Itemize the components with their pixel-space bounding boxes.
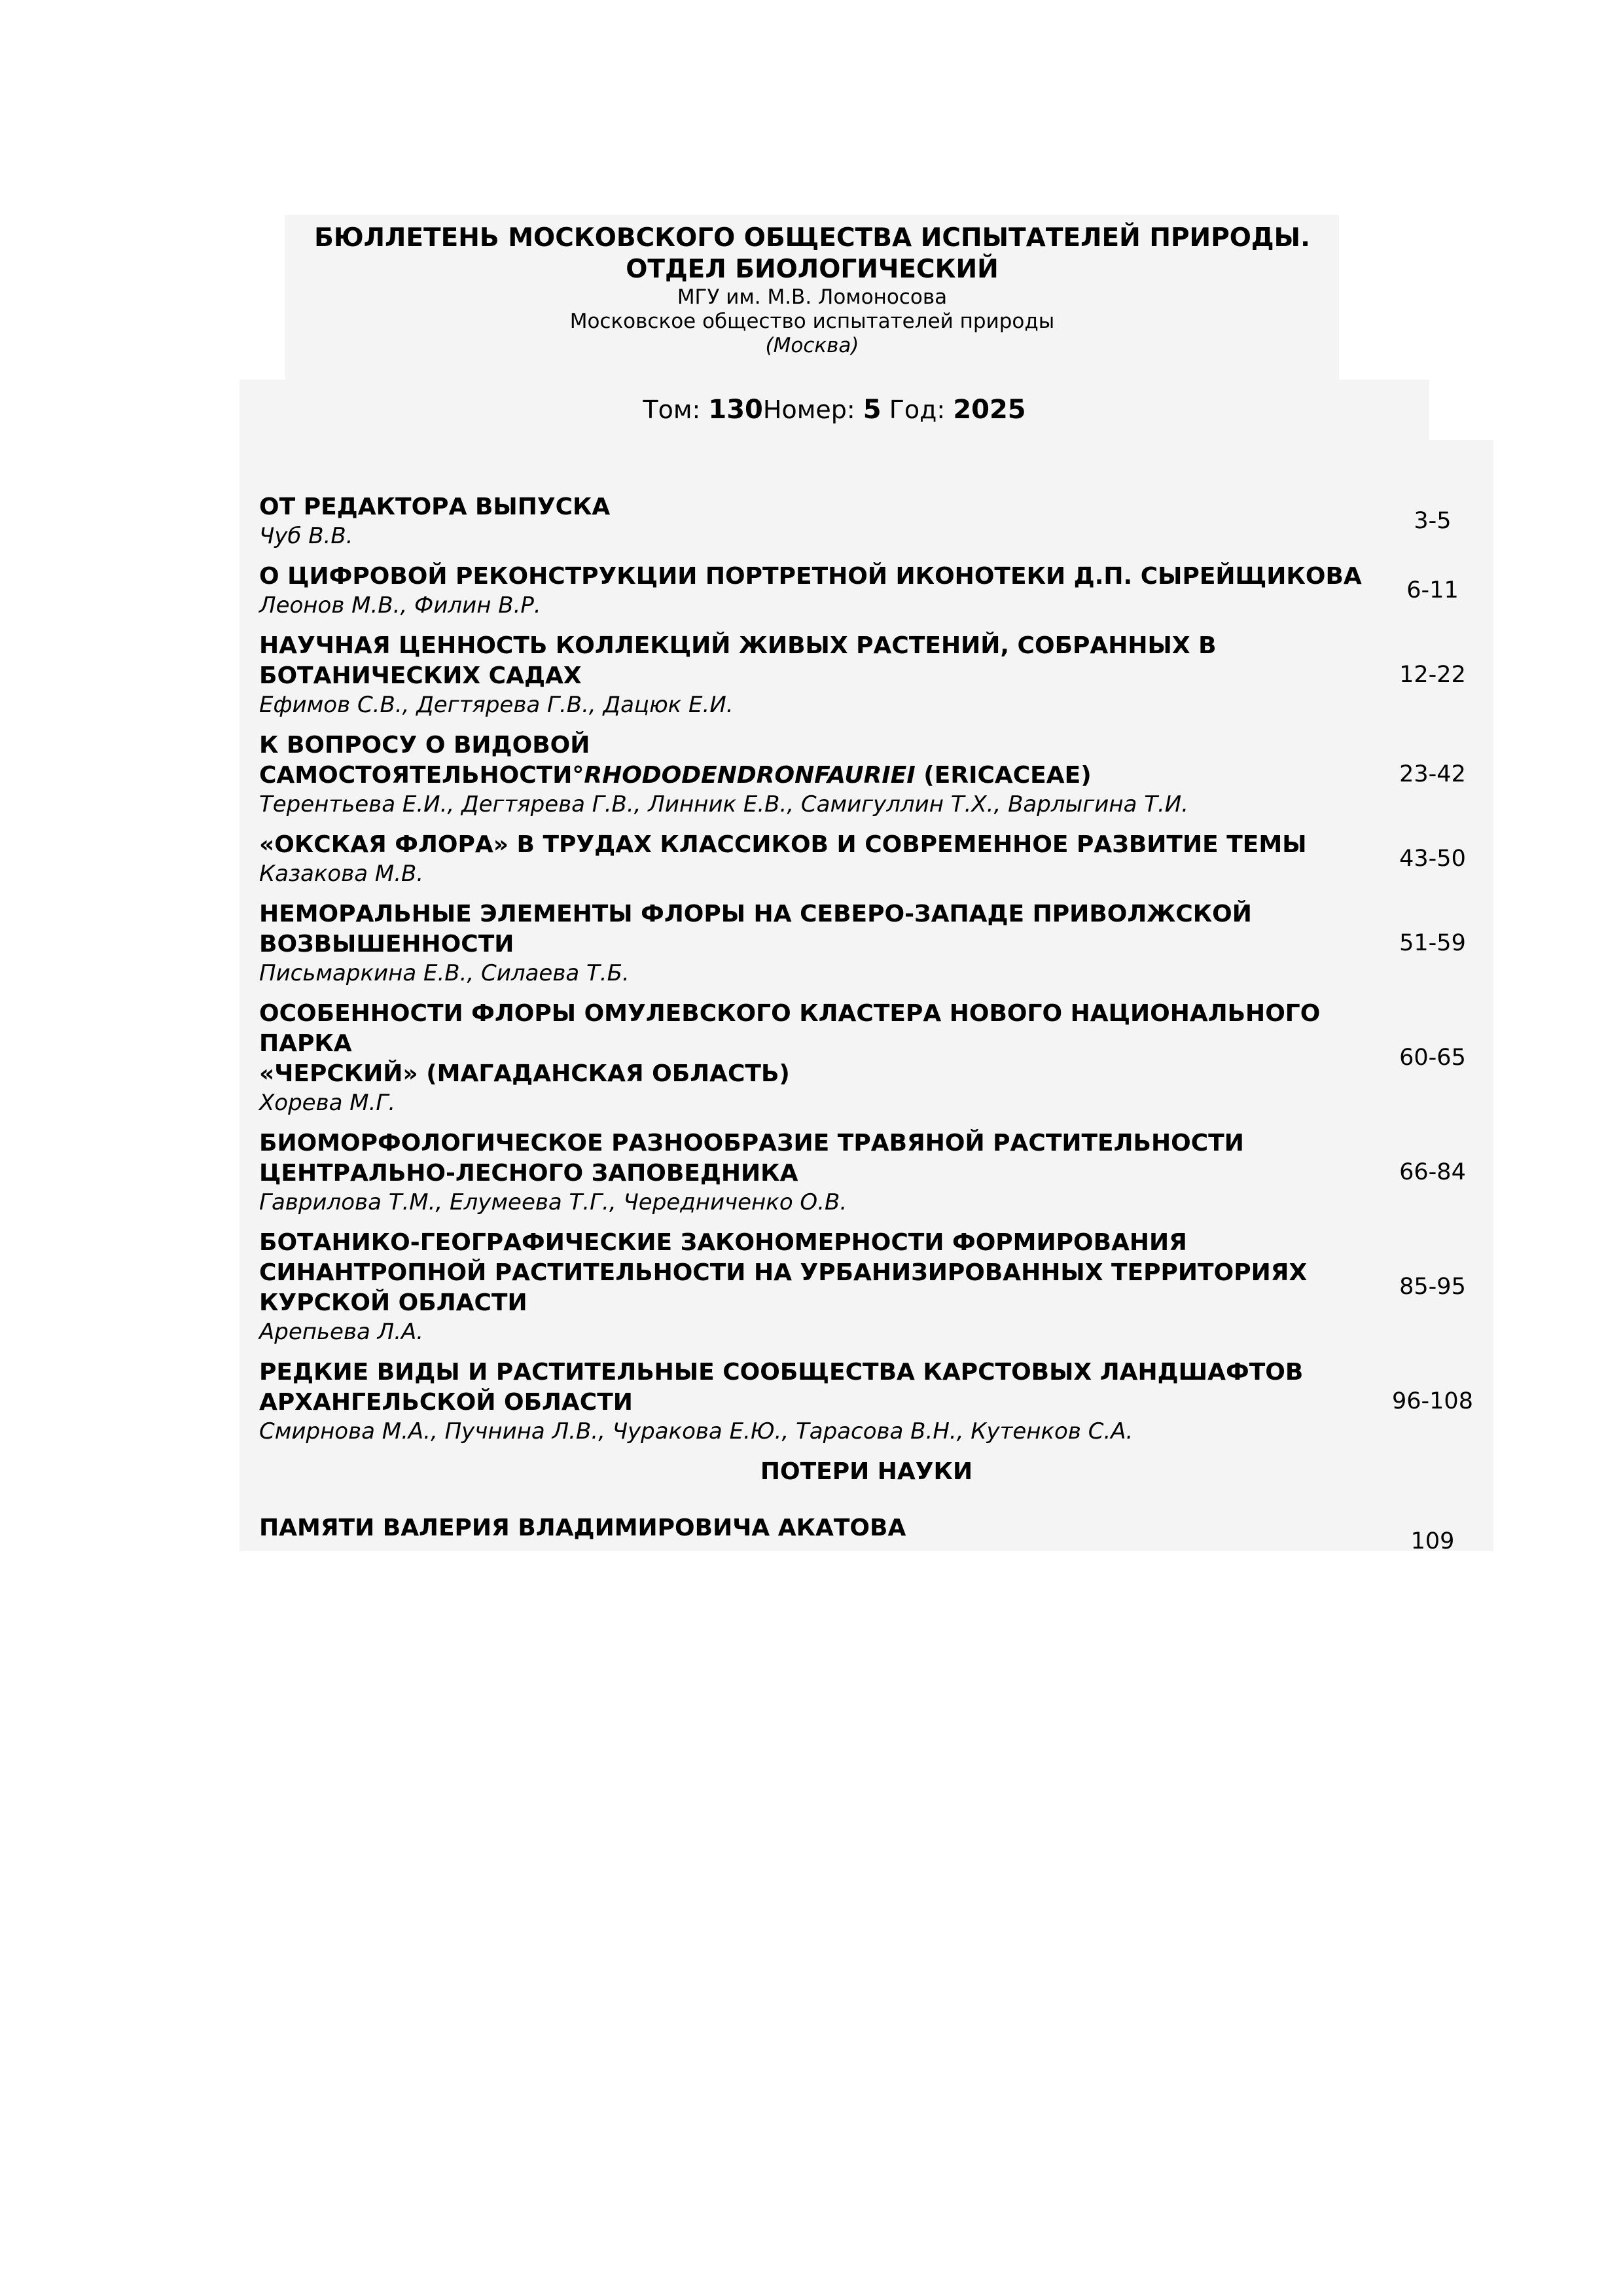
toc-entry[interactable] <box>240 1357 1493 1445</box>
entry-pages: 12-22 <box>1399 662 1466 688</box>
entry-text <box>259 1228 1372 1346</box>
entry-title: НАУЧНАЯ ЦЕННОСТЬ КОЛЛЕКЦИЙ ЖИВЫХ РАСТЕНИЙ, СОБРАННЫХ В <box>259 632 1217 659</box>
entry-authors: Казакова М.В. <box>259 861 424 887</box>
entry-title: АРХАНГЕЛЬСКОЙ ОБЛАСТИ <box>259 1389 633 1416</box>
entry-title-prefix: САМОСТОЯТЕЛЬНОСТИ° <box>259 762 584 789</box>
year-value: 2025 <box>953 395 1026 425</box>
entry-pages: 51-59 <box>1399 930 1466 956</box>
entry-pages: 96-108 <box>1392 1388 1473 1414</box>
entry-authors: Чуб В.В. <box>259 523 353 549</box>
toc-list <box>240 492 1493 1445</box>
entry-title: ОТ РЕДАКТОРА ВЫПУСКА <box>259 493 611 520</box>
journal-title-line-2: ОТДЕЛ БИОЛОГИЧЕСКИЙ <box>626 255 999 284</box>
entry-title <box>259 761 1372 791</box>
entry-title: ВОЗВЫШЕННОСТИ <box>259 931 514 958</box>
entry-title: «ЧЕРСКИЙ» (МАГАДАНСКАЯ ОБЛАСТЬ) <box>259 1060 790 1087</box>
entry-authors: Письмаркина Е.В., Силаева Т.Б. <box>259 960 630 986</box>
entry-pages: 6-11 <box>1406 577 1459 603</box>
issue-info <box>240 380 1429 440</box>
entry-authors: Смирнова М.А., Пучнина Л.В., Чуракова Е.Ю., Тарасова В.Н., Кутенков С.А. <box>259 1418 1133 1444</box>
entry-authors: Леонов М.В., Филин В.Р. <box>259 592 541 619</box>
toc-entry[interactable] <box>240 999 1493 1117</box>
entry-pages: 23-42 <box>1399 761 1466 787</box>
toc-entry[interactable] <box>240 1128 1493 1216</box>
journal-title-line-1: БЮЛЛЕТЕНЬ МОСКОВСКОГО ОБЩЕСТВА ИСПЫТАТЕЛЕЙ ПРИРОДЫ. <box>314 223 1310 253</box>
entry-pages: 66-84 <box>1399 1159 1466 1185</box>
entry-text <box>259 1128 1372 1216</box>
toc-entry[interactable] <box>240 1228 1493 1346</box>
entry-title-species: RHODODENDRONFAURIEI <box>584 762 916 789</box>
entry-title: О ЦИФРОВОЙ РЕКОНСТРУКЦИИ ПОРТРЕТНОЙ ИКОНОТЕКИ Д.П. СЫРЕЙЩИКОВА <box>259 563 1362 590</box>
volume-label: Том: <box>643 395 701 424</box>
number-value: 5 <box>863 395 882 425</box>
entry-text <box>259 899 1372 987</box>
entry-title: КУРСКОЙ ОБЛАСТИ <box>259 1289 527 1316</box>
entry-text <box>259 999 1372 1117</box>
toc-entry[interactable] <box>240 899 1493 987</box>
journal-city: (Москва) <box>765 334 859 357</box>
entry-pages: 60-65 <box>1399 1045 1466 1071</box>
entry-text <box>259 631 1372 719</box>
entry-authors: Терентьева Е.И., Дегтярева Г.В., Линник Е.В., Самигуллин Т.Х., Варлыгина Т.И. <box>259 791 1189 817</box>
entry-title: СИНАНТРОПНОЙ РАСТИТЕЛЬНОСТИ НА УРБАНИЗИРОВАННЫХ ТЕРРИТОРИЯХ <box>259 1259 1308 1286</box>
entry-authors: Арепьева Л.А. <box>259 1319 424 1345</box>
entry-title: НЕМОРАЛЬНЫЕ ЭЛЕМЕНТЫ ФЛОРЫ НА СЕВЕРО-ЗАПАДЕ ПРИВОЛЖСКОЙ <box>259 901 1252 927</box>
toc-entry[interactable] <box>240 730 1493 818</box>
table-of-contents <box>240 440 1493 1554</box>
entry-pages: 85-95 <box>1399 1274 1466 1300</box>
journal-university: МГУ им. М.В. Ломоносова <box>677 285 948 309</box>
year-label: Год: <box>889 395 946 424</box>
entry-authors: Гаврилова Т.М., Елумеева Т.Г., Чередниченко О.В. <box>259 1189 847 1215</box>
entry-title: БОТАНИКО-ГЕОГРАФИЧЕСКИЕ ЗАКОНОМЕРНОСТИ ФОРМИРОВАНИЯ <box>259 1229 1187 1256</box>
entry-pages: 3-5 <box>1414 508 1452 534</box>
entry-text <box>259 492 1372 550</box>
toc-entry-memorial[interactable] <box>240 1501 1493 1555</box>
entry-title-suffix: (ERICACEAE) <box>915 762 1092 789</box>
entry-authors: Хорева М.Г. <box>259 1090 396 1116</box>
entry-pages: 109 <box>1410 1528 1455 1554</box>
entry-text <box>259 730 1372 818</box>
volume-value: 130 <box>708 395 763 425</box>
entry-text <box>259 1513 1372 1543</box>
entry-title: ПАМЯТИ ВАЛЕРИЯ ВЛАДИМИРОВИЧА АКАТОВА <box>259 1515 906 1541</box>
entry-pages: 43-50 <box>1399 846 1466 872</box>
entry-text <box>259 1357 1372 1445</box>
entry-title: ОСОБЕННОСТИ ФЛОРЫ ОМУЛЕВСКОГО КЛАСТЕРА НОВОГО НАЦИОНАЛЬНОГО ПАРКА <box>259 1000 1321 1057</box>
journal-header <box>285 215 1339 380</box>
number-label: Номер: <box>762 395 855 424</box>
toc-entry[interactable] <box>240 631 1493 719</box>
entry-text <box>259 562 1372 619</box>
entry-title: БОТАНИЧЕСКИХ САДАХ <box>259 662 582 689</box>
entry-title: К ВОПРОСУ О ВИДОВОЙ <box>259 732 590 759</box>
toc-entry[interactable] <box>240 492 1493 550</box>
section-heading: ПОТЕРИ НАУКИ <box>760 1458 973 1485</box>
toc-entry[interactable] <box>240 562 1493 619</box>
entry-title: БИОМОРФОЛОГИЧЕСКОЕ РАЗНООБРАЗИЕ ТРАВЯНОЙ РАСТИТЕЛЬНОСТИ <box>259 1130 1244 1157</box>
entry-title: ЦЕНТРАЛЬНО-ЛЕСНОГО ЗАПОВЕДНИКА <box>259 1160 798 1187</box>
entry-title: РЕДКИЕ ВИДЫ И РАСТИТЕЛЬНЫЕ СООБЩЕСТВА КАРСТОВЫХ ЛАНДШАФТОВ <box>259 1359 1304 1386</box>
journal-society: Московское общество испытателей природы <box>569 310 1055 333</box>
entry-text <box>259 830 1372 888</box>
entry-title: «ОКСКАЯ ФЛОРА» В ТРУДАХ КЛАССИКОВ И СОВРЕМЕННОЕ РАЗВИТИЕ ТЕМЫ <box>259 831 1307 858</box>
toc-entry[interactable] <box>240 830 1493 888</box>
entry-authors: Ефимов С.В., Дегтярева Г.В., Дацюк Е.И. <box>259 692 734 718</box>
